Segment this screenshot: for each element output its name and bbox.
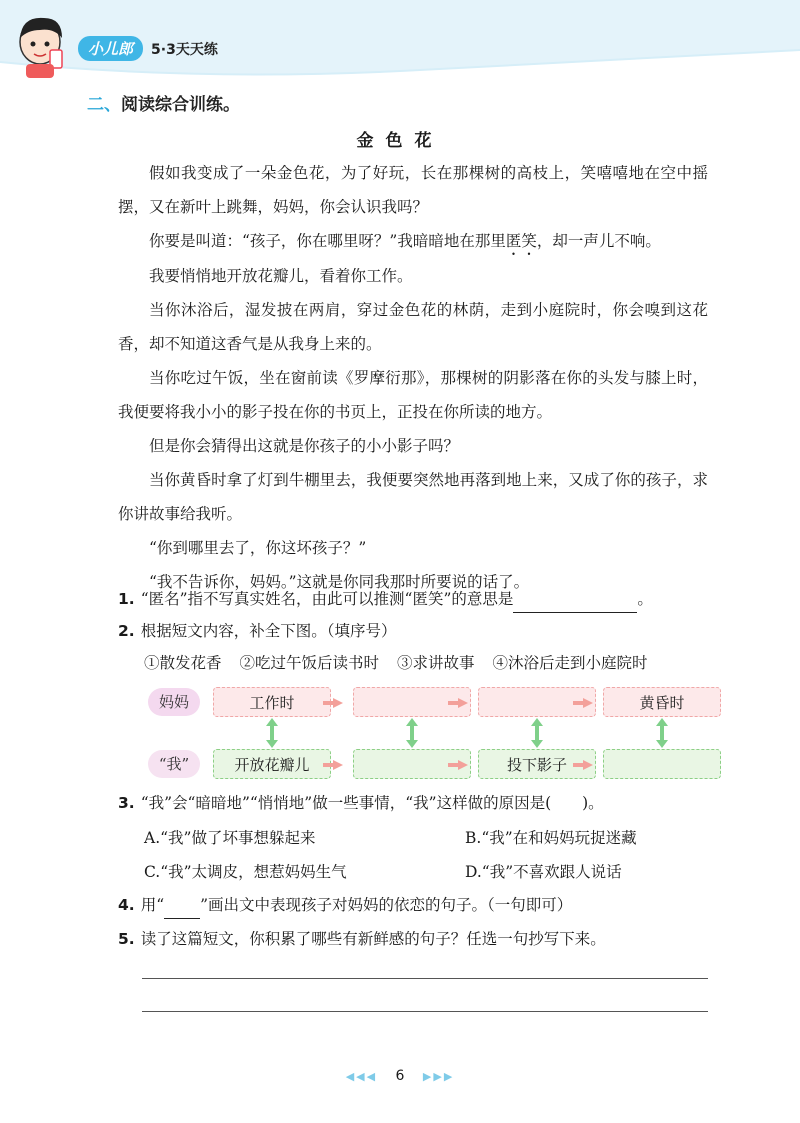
paragraph: 假如我变成了一朵金色花，为了好玩，长在那棵树的高枝上，笑嘻嘻地在空中摇摆，又在新叶上跳舞，妈妈，你会认识我吗？ — [118, 164, 708, 216]
question-text: “匿名”指不写真实姓名，由此可以推测“匿笑”的意思是 — [140, 590, 514, 608]
flow-box: 黄昏时 — [603, 687, 721, 717]
arrow-vertical-icon — [410, 724, 414, 742]
option-item: ②吃过午饭后读书时 — [239, 654, 380, 672]
right-arrows-icon: ▶▶▶ — [422, 1070, 455, 1083]
section-heading: 阅读综合训练。 — [121, 95, 240, 115]
paragraph: 我要悄悄地开放花瓣儿，看着你工作。 — [149, 267, 413, 285]
option-item: ④沐浴后走到小庭院时 — [492, 654, 648, 672]
flow-box: 开放花瓣儿 — [213, 749, 331, 779]
question-5 — [118, 926, 718, 952]
page-number: 6 — [395, 1068, 405, 1084]
arrow-right-icon — [323, 701, 335, 705]
flow-box: 投下影子 — [478, 749, 596, 779]
choice-b[interactable]: B.“我”在和妈妈玩捉迷藏 — [465, 829, 637, 847]
arrow-vertical-icon — [531, 740, 543, 748]
question-text: ”画出文中表现孩子对妈妈的依恋的句子。（一句即可） — [200, 896, 573, 914]
arrow-vertical-icon — [266, 718, 278, 726]
arrow-vertical-icon — [656, 718, 668, 726]
question-number: 1. — [118, 590, 135, 608]
question-4 — [118, 892, 718, 919]
underline-sample — [164, 892, 200, 919]
arrow-vertical-icon — [270, 724, 274, 742]
choice-a[interactable]: A.“我”做了坏事想躲起来 — [144, 829, 316, 847]
answer-line[interactable] — [142, 1011, 708, 1012]
arrow-right-icon — [323, 763, 335, 767]
arrow-right-icon — [573, 701, 585, 705]
option-item: ①散发花香 — [144, 654, 222, 672]
arrow-right-icon — [448, 763, 460, 767]
question-number: 2. — [118, 622, 135, 640]
brand-series: 5·3天天练 — [151, 41, 218, 58]
arrow-right-icon — [573, 763, 585, 767]
question-text: 读了这篇短文，你积累了哪些有新鲜感的句子？任选一句抄写下来。 — [140, 930, 606, 948]
choice-d[interactable]: D.“我”不喜欢跟人说话 — [465, 863, 622, 881]
section-number: 二、 — [87, 95, 121, 115]
arrow-vertical-icon — [406, 740, 418, 748]
label-mom: 妈妈 — [148, 688, 200, 716]
paragraph: 当你吃过午饭，坐在窗前读《罗摩衍那》，那棵树的阴影落在你的头发与膝上时，我便要将我小小的影子投在你的书页上，正投在你所读的地方。 — [118, 369, 708, 421]
paragraph: “你到哪里去了，你这坏孩子？” — [149, 539, 367, 557]
question-number: 3. — [118, 794, 135, 812]
paragraph: 当你黄昏时拿了灯到牛棚里去，我便要突然地再落到地上来，又成了你的孩子，求你讲故事给我听。 — [118, 471, 708, 523]
paragraph-text: 你要是叫道：“孩子，你在哪里呀？”我暗暗地在那里 — [149, 232, 506, 250]
question-number: 4. — [118, 896, 135, 914]
flow-box: 工作时 — [213, 687, 331, 717]
question-end: 。 — [637, 590, 653, 608]
label-me: “我” — [148, 750, 200, 778]
question-3 — [118, 790, 718, 816]
arrow-vertical-icon — [266, 740, 278, 748]
question-text: 用“ — [140, 896, 165, 914]
answer-line[interactable] — [142, 978, 708, 979]
left-arrows-icon: ◀◀◀ — [345, 1070, 378, 1083]
article-title: 金色花 — [356, 131, 444, 151]
paragraph: “我不告诉你，妈妈。”这就是你同我那时所要说的话了。 — [149, 573, 530, 591]
emphasized-word: 匿笑 — [505, 232, 537, 250]
arrow-vertical-icon — [656, 740, 668, 748]
arrow-right-icon — [448, 701, 460, 705]
question-number: 5. — [118, 930, 135, 948]
page-footer — [0, 1068, 800, 1084]
paragraph: 但是你会猜得出这就是你孩子的小小影子吗？ — [149, 437, 460, 455]
paragraph-text: ，却一声儿不响。 — [536, 232, 661, 250]
arrow-vertical-icon — [531, 718, 543, 726]
option-item: ③求讲故事 — [397, 654, 475, 672]
arrow-vertical-icon — [406, 718, 418, 726]
choice-c[interactable]: C.“我”太调皮，想惹妈妈生气 — [144, 863, 347, 881]
paragraph: 当你沐浴后，湿发披在两肩，穿过金色花的林荫，走到小庭院时，你会嗅到这花香，却不知道这香气是从我身上来的。 — [118, 301, 708, 353]
arrow-vertical-icon — [660, 724, 664, 742]
question-text: “我”会“暗暗地”“悄悄地”做一些事情，“我”这样做的原因是( )。 — [140, 794, 604, 812]
arrow-vertical-icon — [535, 724, 539, 742]
brand-name: 小儿郎 — [78, 36, 143, 61]
question-text: 根据短文内容，补全下图。（填序号） — [140, 622, 397, 640]
